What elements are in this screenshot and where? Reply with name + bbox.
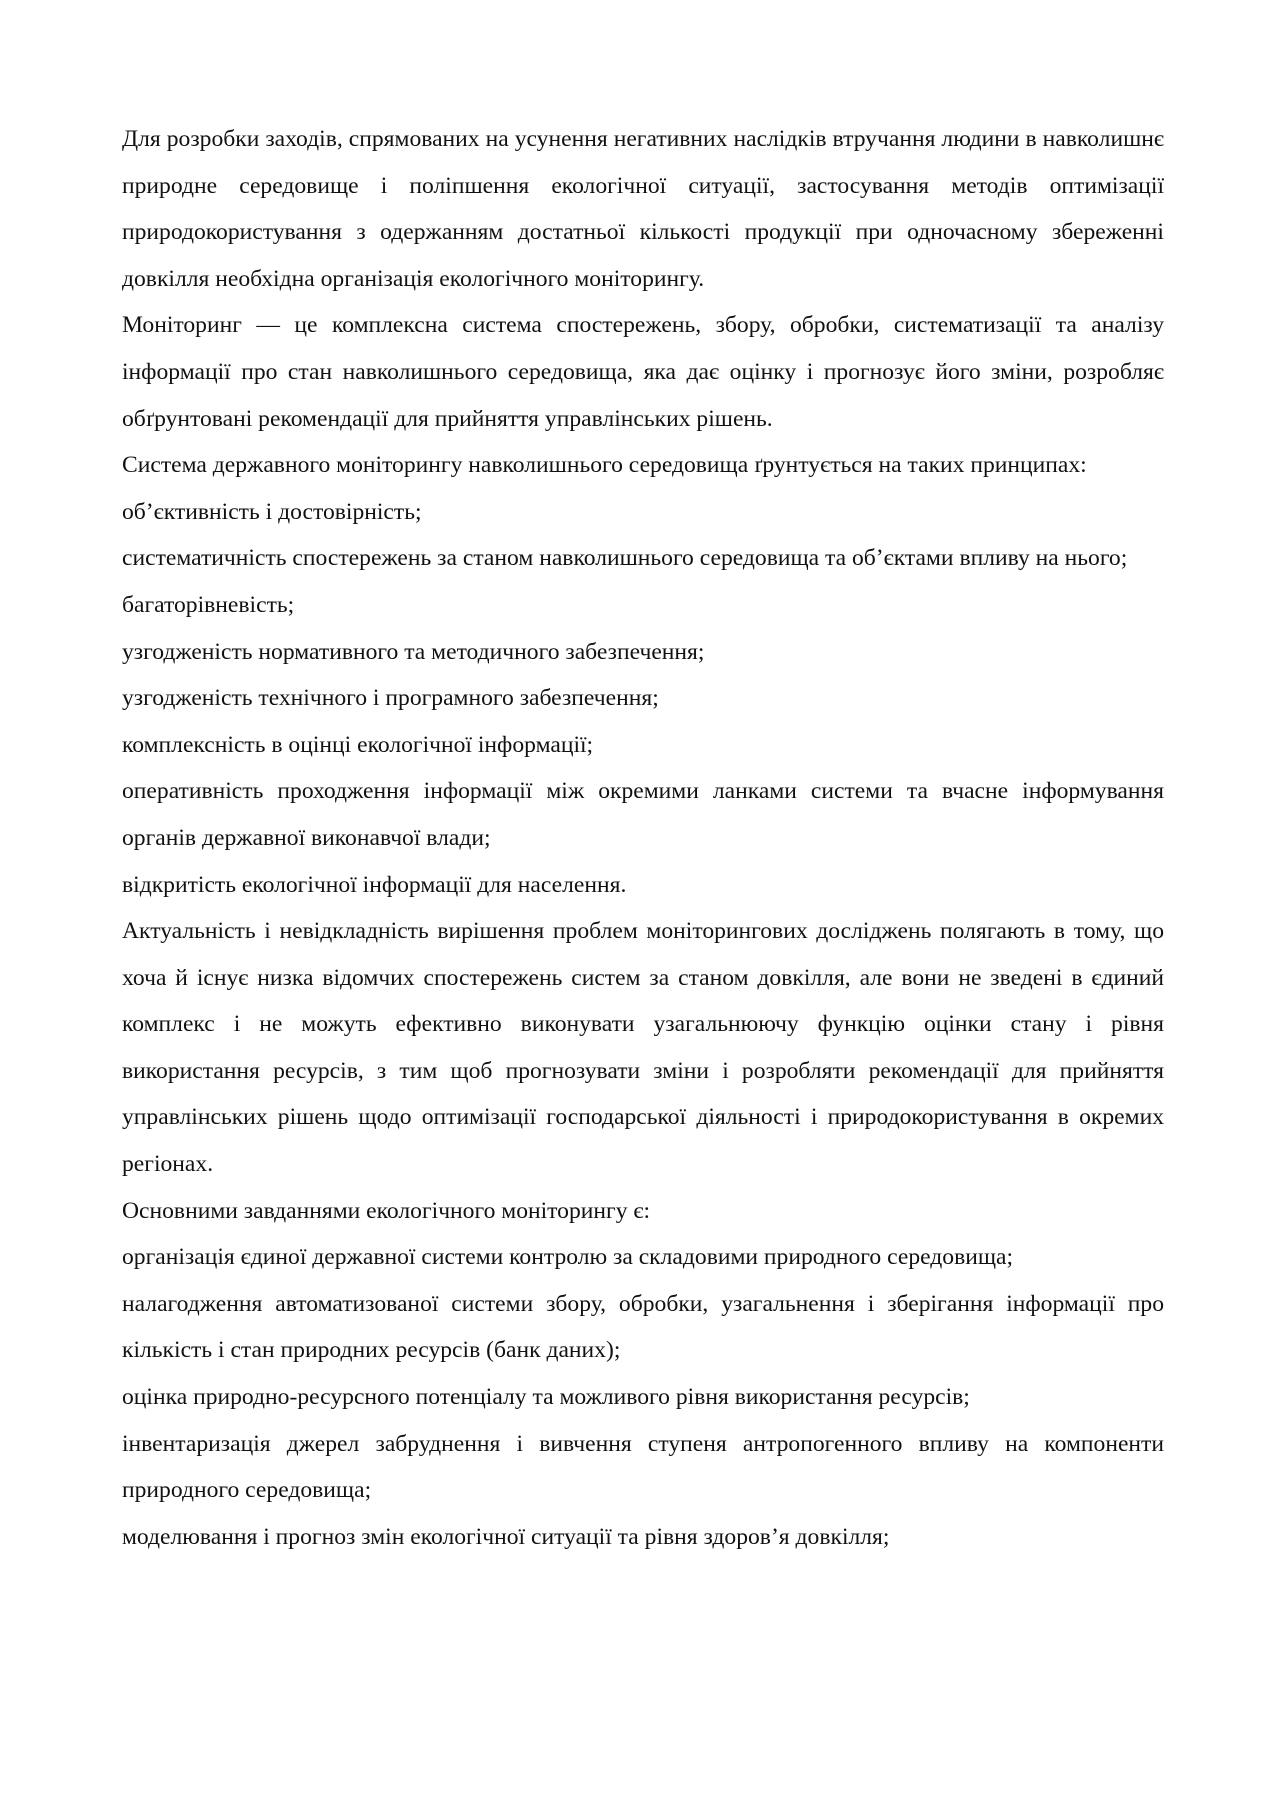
list-item-task: моделювання і прогноз змін екологічної ситуації та рівня здоров’я довкілля;	[122, 1523, 890, 1550]
list-item-task: оцінка природно-ресурсного потенціалу та можливого рівня використання ресурсів;	[122, 1384, 970, 1411]
paragraph-monitoring-definition: Моніторинг — це комплексна система спостережень, збору, обробки, систематизації та аналізу інформації про стан навколишнього середовища, яка дає оцінку і прогнозує його зміни, розробляє обґрунтовані рекомендації для прийняття управлінських рішень.	[122, 312, 1164, 432]
paragraph-principles-heading: Система державного моніторингу навколишнього середовища ґрунтується на таких принципах:	[122, 452, 1087, 479]
list-item-principle: узгодженість нормативного та методичного забезпечення;	[122, 638, 705, 665]
paragraph-relevance: Актуальність і невідкладність вирішення проблем моніторингових досліджень полягають в тому, що хоча й існує низка відомчих спостережень систем за станом довкілля, але вони не зведені в єдиний комплекс і не можуть ефективно виконувати узагальнюючу функцію оцінки стану і рівня використання ресурсів, з тим щоб прогнозувати зміни і розробляти рекомендації для прийняття управлінських рішень щодо оптимізації господарської діяльності і природокористування в окремих регіонах.	[122, 918, 1164, 1178]
list-item-principle: відкритість екологічної інформації для населення.	[122, 871, 627, 898]
list-item-principle: багаторівневість;	[122, 591, 295, 618]
paragraph-tasks-heading: Основними завданнями екологічного моніторингу є:	[122, 1197, 651, 1224]
list-item-principle: об’єктивність і достовірність;	[122, 498, 422, 525]
list-item-principle: оперативність проходження інформації між окремими ланками системи та вчасне інформування органів державної виконавчої влади;	[122, 778, 1164, 851]
list-item-principle: узгодженість технічного і програмного забезпечення;	[122, 685, 659, 712]
paragraph-intro: Для розробки заходів, спрямованих на усунення негативних наслідків втручання людини в навколишнє природне середовище і поліпшення екологічної ситуації, застосування методів оптимізації природокористування з одержанням достатньої кількості продукції при одночасному збереженні довкілля необхідна організація екологічного моніторингу.	[122, 126, 1164, 292]
list-item-principle: комплексність в оцінці екологічної інформації;	[122, 731, 594, 758]
list-item-task: організація єдиної державної системи контролю за складовими природного середовища;	[122, 1244, 1014, 1271]
list-item-task: інвентаризація джерел забруднення і вивчення ступеня антропогенного впливу на компоненти природного середовища;	[122, 1430, 1164, 1504]
list-item-principle: систематичність спостережень за станом навколишнього середовища та об’єктами впливу на нього;	[122, 545, 1128, 572]
document-body	[122, 116, 1164, 1560]
list-item-task: налагодження автоматизованої системи збору, обробки, узагальнення і зберігання інформації про кількість і стан природних ресурсів (банк даних);	[122, 1290, 1164, 1364]
